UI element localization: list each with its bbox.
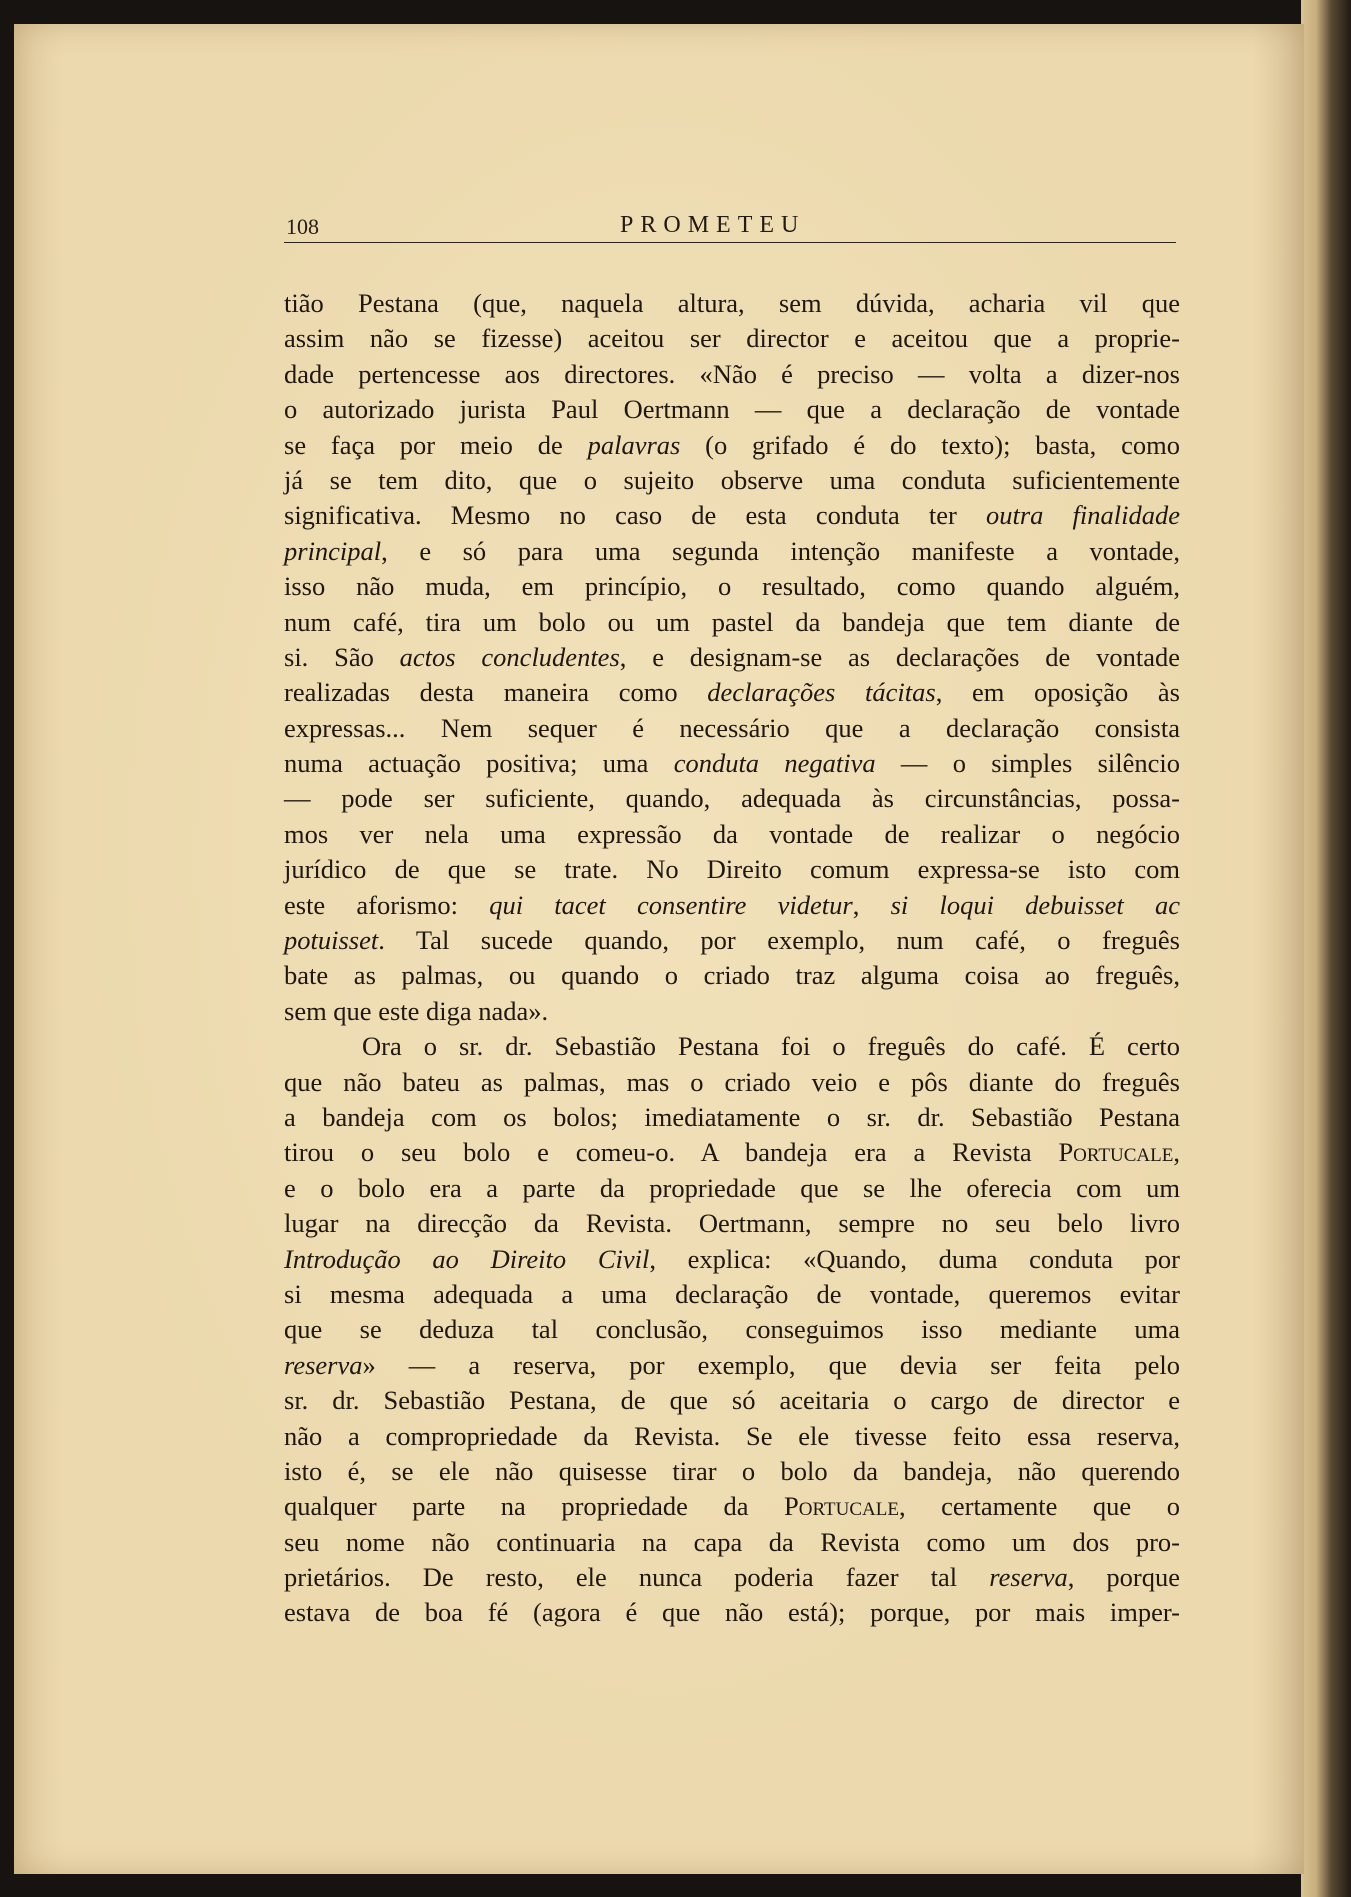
text-line-5: se faça por meio de palavras (o grifado é do texto); basta, como — [284, 429, 1180, 460]
text-line-4: o autorizado jurista Paul Oertmann — que a declaração de vontade — [284, 394, 1180, 425]
text-line-24: a bandeja com os bolos; imediatamente o sr. dr. Sebastião Pestana — [284, 1101, 1180, 1132]
text-line-14: numa actuação positiva; uma conduta negativa — o simples silêncio — [284, 748, 1181, 779]
text-line-15: — pode ser suficiente, quando, adequada às circunstâncias, possa- — [284, 783, 1180, 814]
text-line-23: que não bateu as palmas, mas o criado veio e pôs diante do freguês — [284, 1066, 1180, 1097]
text-line-18: este aforismo: qui tacet consentire videtur, si loqui debuisset ac — [284, 889, 1181, 920]
text-line-3: dade pertencesse aos directores. «Não é preciso — volta a dizer-nos — [284, 358, 1180, 389]
text-line-36: seu nome não continuaria na capa da Revista como um dos pro- — [284, 1526, 1180, 1557]
text-line-22: Ora o sr. dr. Sebastião Pestana foi o freguês do café. É certo — [362, 1031, 1180, 1062]
running-title: PROMETEU — [620, 212, 806, 238]
text-line-30: que se deduza tal conclusão, conseguimos isso mediante uma — [284, 1314, 1180, 1345]
text-line-19: potuisset. Tal sucede quando, por exemplo, num café, o freguês — [284, 925, 1180, 956]
text-line-8: principal, e só para uma segunda intenção manifeste a vontade, — [284, 535, 1180, 566]
text-line-31: reserva» — a reserva, por exemplo, que devia ser feita pelo — [284, 1349, 1180, 1380]
book-page — [14, 24, 1304, 1874]
text-line-28: Introdução ao Direito Civil, explica: «Quando, duma conduta por — [284, 1243, 1181, 1274]
text-line-10: num café, tira um bolo ou um pastel da bandeja que tem diante de — [284, 606, 1180, 637]
page-number: 108 — [286, 214, 319, 239]
running-head — [284, 210, 1176, 243]
text-line-29: si mesma adequada a uma declaração de vontade, queremos evitar — [284, 1278, 1180, 1309]
text-line-17: jurídico de que se trate. No Direito comum expressa-se isto com — [284, 854, 1180, 885]
text-line-6: já se tem dito, que o sujeito observe uma conduta suficientemente — [284, 464, 1180, 495]
text-line-2: assim não se fizesse) aceitou ser director e aceitou que a proprie- — [284, 323, 1180, 354]
text-line-11: si. São actos concludentes, e designam-se as declarações de vontade — [284, 641, 1180, 672]
text-line-1: tião Pestana (que, naquela altura, sem dúvida, acharia vil que — [284, 288, 1180, 318]
text-line-13: expressas... Nem sequer é necessário que a declaração consista — [284, 712, 1180, 743]
text-line-21: sem que este diga nada». — [284, 995, 549, 1026]
text-line-32: sr. dr. Sebastião Pestana, de que só aceitaria o cargo de director e — [284, 1385, 1180, 1416]
text-line-35: qualquer parte na propriedade da Portucale, certamente que o — [284, 1491, 1180, 1522]
text-line-25: tirou o seu bolo e comeu-o. A bandeja era a Revista Portucale, — [284, 1137, 1180, 1168]
text-line-7: significativa. Mesmo no caso de esta conduta ter outra finalidade — [284, 500, 1180, 531]
text-line-34: isto é, se ele não quisesse tirar o bolo da bandeja, não querendo — [284, 1455, 1180, 1486]
text-line-12: realizadas desta maneira como declarações tácitas, em oposição às — [284, 677, 1180, 708]
text-line-9: isso não muda, em princípio, o resultado, como quando alguém, — [284, 571, 1180, 602]
text-line-27: lugar na direcção da Revista. Oertmann, sempre no seu belo livro — [284, 1208, 1180, 1239]
text-line-33: não a compropriedade da Revista. Se ele tivesse feito essa reserva, — [284, 1420, 1180, 1451]
text-line-37: prietários. De resto, ele nunca poderia fazer tal reserva, porque — [284, 1562, 1181, 1593]
body-text — [284, 286, 1180, 1631]
text-line-38: estava de boa fé (agora é que não está); porque, por mais imper- — [284, 1597, 1180, 1628]
text-line-16: mos ver nela uma expressão da vontade de realizar o negócio — [284, 818, 1180, 849]
text-line-26: e o bolo era a parte da propriedade que se lhe oferecia com um — [284, 1172, 1180, 1203]
text-line-20: bate as palmas, ou quando o criado traz alguma coisa ao freguês, — [284, 960, 1180, 991]
page-edge — [1301, 0, 1351, 1897]
